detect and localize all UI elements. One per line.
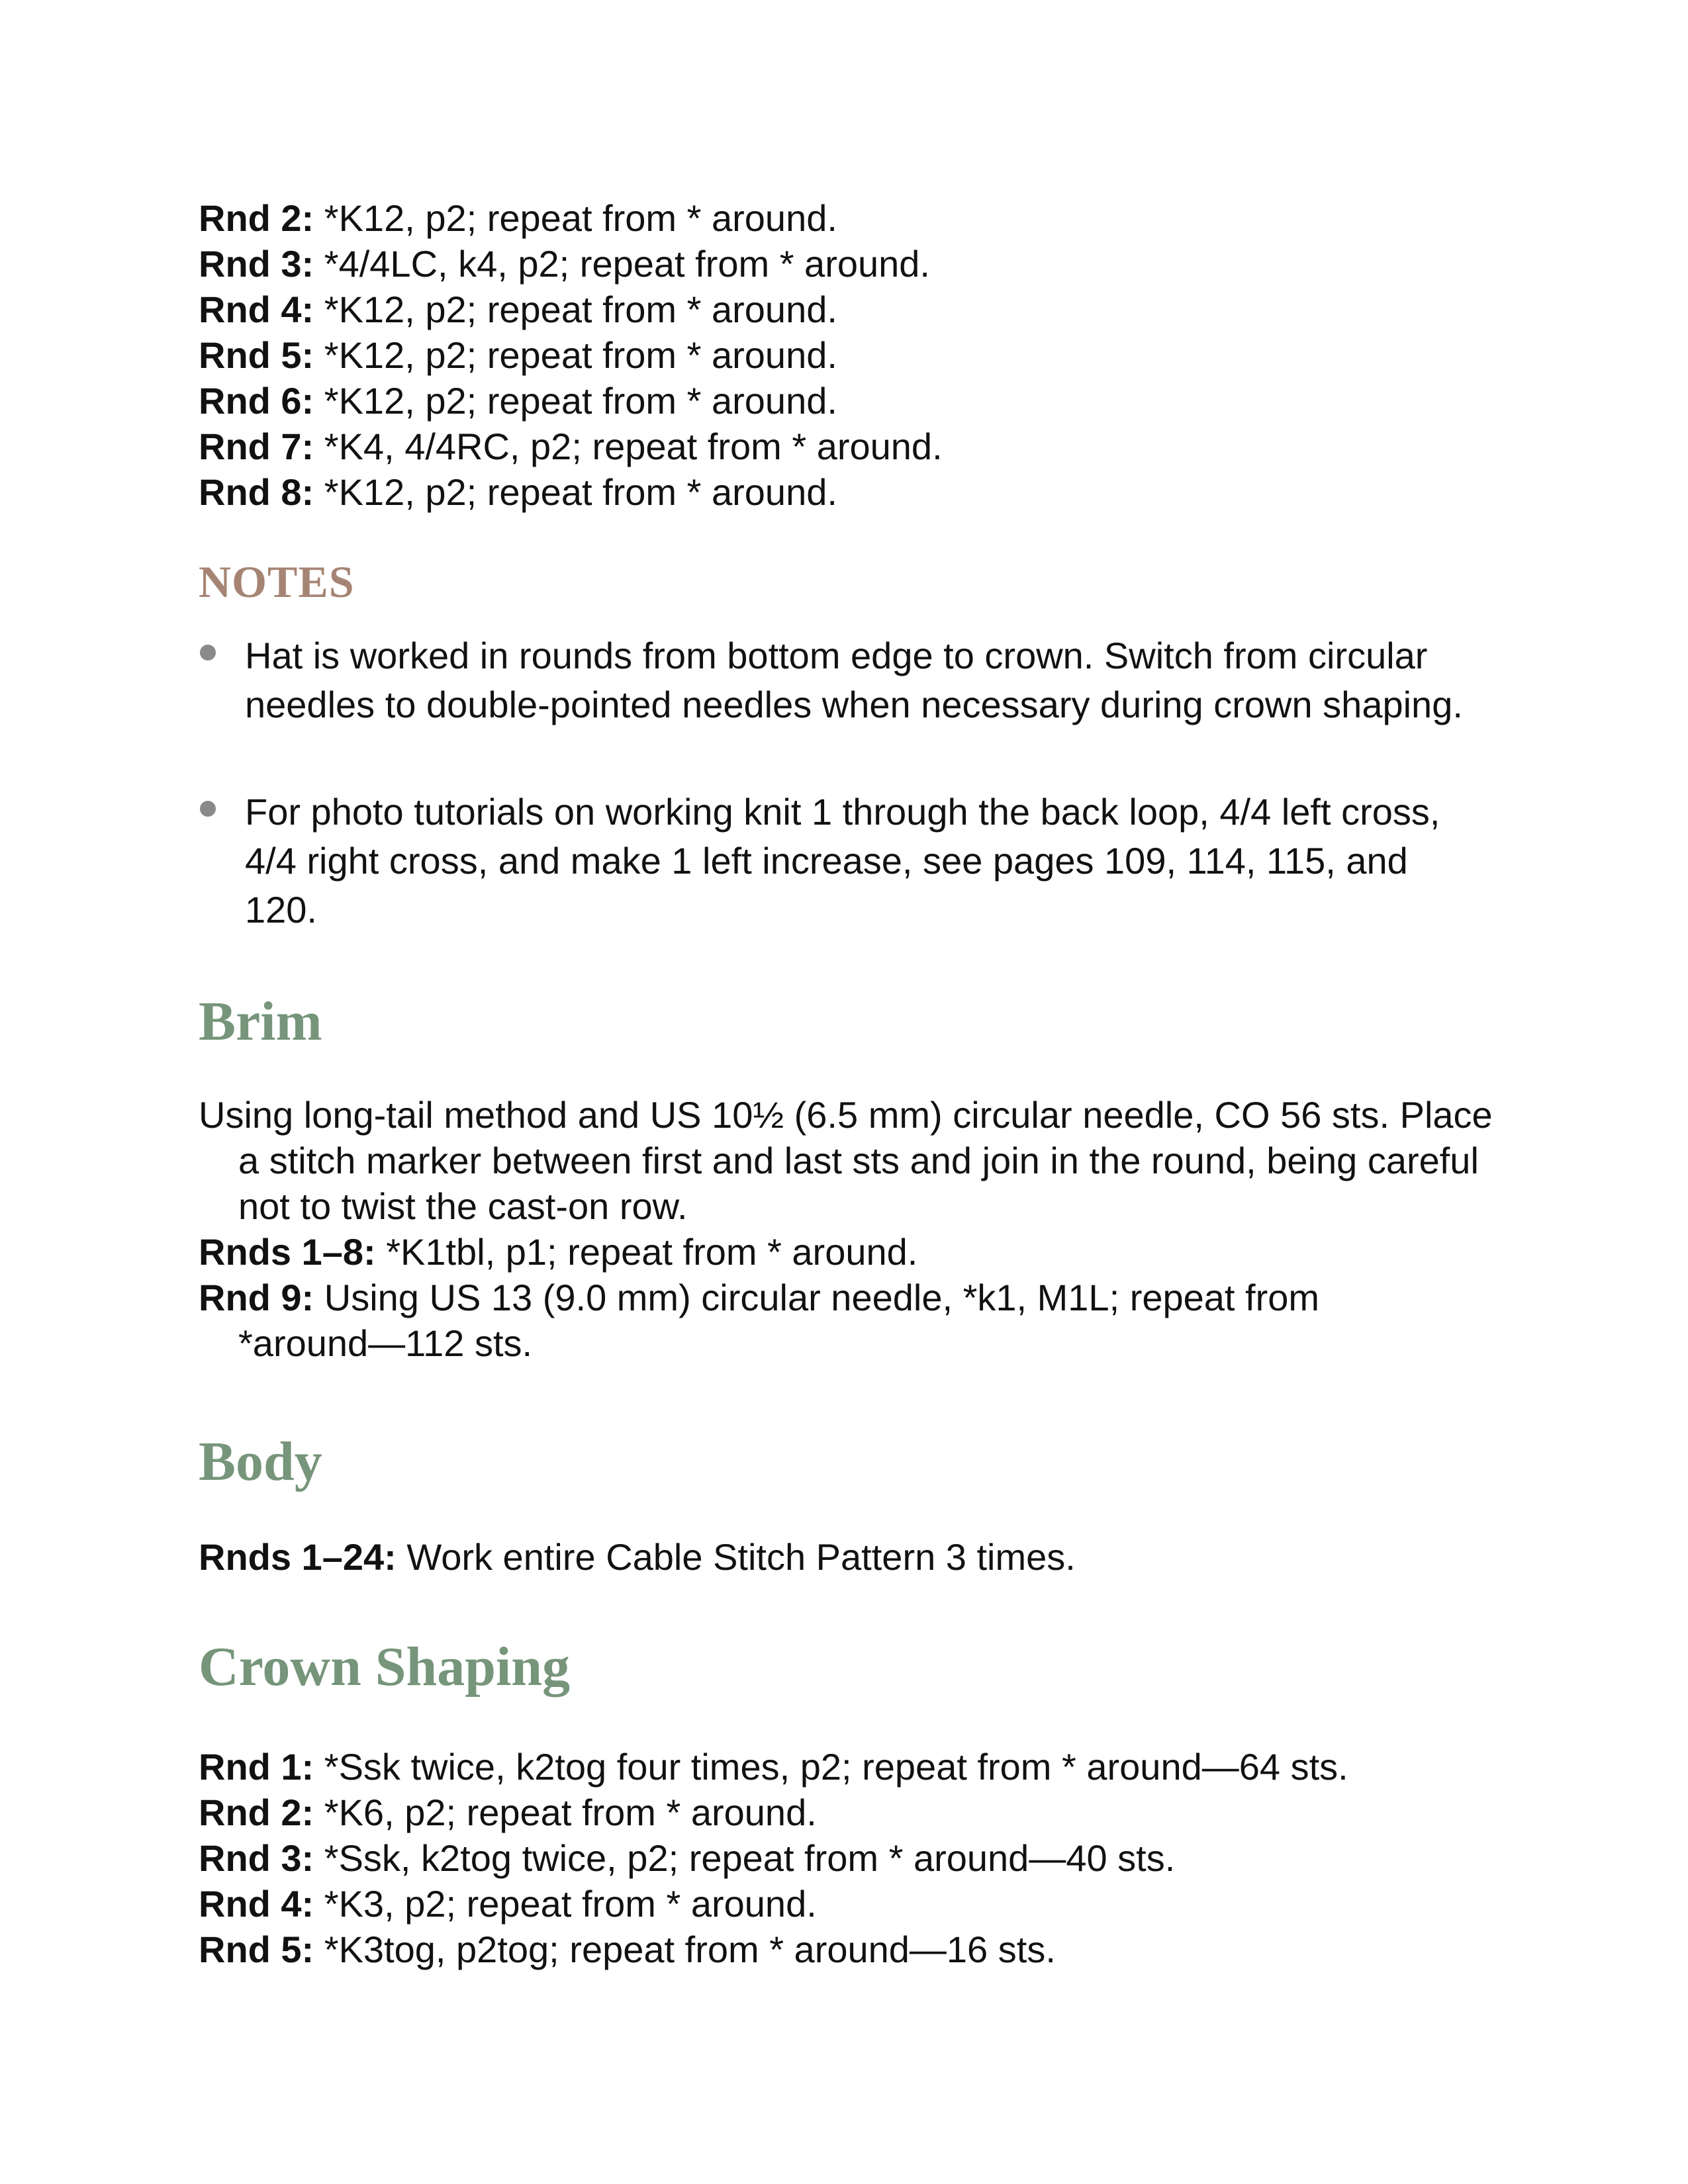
row-label: Rnd 4: xyxy=(199,289,314,330)
row-label: Rnd 3: xyxy=(199,1837,314,1879)
brim-intro: Using long-tail method and US 10½ (6.5 mm) circular needle, CO 56 sts. Place a stitch marker between first and last sts and join in the round, being careful not to twist the cast-on row. xyxy=(199,1094,1493,1227)
pattern-row xyxy=(199,1744,1348,1790)
row-text: *4/4LC, k4, p2; repeat from * around. xyxy=(324,243,930,285)
row-label: Rnds 1–24: xyxy=(199,1536,397,1578)
pattern-row xyxy=(199,378,943,424)
pattern-row xyxy=(199,241,943,287)
pattern-row xyxy=(199,195,943,241)
bullet-icon xyxy=(200,801,216,817)
pattern-row xyxy=(199,469,943,515)
pattern-row xyxy=(199,1534,1076,1580)
row-label: Rnd 6: xyxy=(199,380,314,422)
row-label: Rnd 2: xyxy=(199,1792,314,1833)
row-text: *K4, 4/4RC, p2; repeat from * around. xyxy=(324,426,943,467)
pattern-row xyxy=(199,1881,1348,1927)
brim-section xyxy=(199,1092,1496,1366)
row-text: *K12, p2; repeat from * around. xyxy=(324,471,837,513)
row-label: Rnd 8: xyxy=(199,471,314,513)
row-text: *Ssk twice, k2tog four times, p2; repeat from * around—64 sts. xyxy=(324,1746,1348,1788)
row-text: *K12, p2; repeat from * around. xyxy=(324,289,837,330)
crown-section xyxy=(199,1744,1348,1972)
pattern-row xyxy=(199,332,943,378)
row-text: *K1tbl, p1; repeat from * around. xyxy=(386,1231,918,1273)
note-text: For photo tutorials on working knit 1 through the back loop, 4/4 left cross, 4/4 right cross, and make 1 left increase, see pages 109, 114, 115, and 120. xyxy=(245,791,1440,931)
row-text: *K12, p2; repeat from * around. xyxy=(324,197,837,239)
row-text: *K12, p2; repeat from * around. xyxy=(324,380,837,422)
pattern-row xyxy=(199,424,943,469)
body-heading: Body xyxy=(199,1431,322,1492)
row-label: Rnd 7: xyxy=(199,426,314,467)
row-label: Rnds 1–8: xyxy=(199,1231,376,1273)
row-text: Using US 13 (9.0 mm) circular needle, *k1, M1L; repeat from *around—112 sts. xyxy=(238,1277,1320,1364)
row-text: *Ssk, k2tog twice, p2; repeat from * around—40 sts. xyxy=(324,1837,1176,1879)
row-text: *K12, p2; repeat from * around. xyxy=(324,334,837,376)
note-item xyxy=(199,631,1470,729)
row-text: *K3tog, p2tog; repeat from * around—16 sts. xyxy=(324,1929,1056,1970)
pattern-row xyxy=(199,1790,1348,1835)
row-label: Rnd 5: xyxy=(199,1929,314,1970)
pattern-row xyxy=(199,1927,1348,1972)
cable-pattern-list xyxy=(199,195,943,515)
row-text: *K6, p2; repeat from * around. xyxy=(324,1792,817,1833)
row-label: Rnd 1: xyxy=(199,1746,314,1788)
row-label: Rnd 4: xyxy=(199,1883,314,1925)
note-text: Hat is worked in rounds from bottom edge to crown. Switch from circular needles to double-pointed needles when necessary during crown shaping. xyxy=(245,635,1463,725)
pattern-row xyxy=(199,1835,1348,1881)
pattern-row xyxy=(199,1275,1456,1366)
row-label: Rnd 9: xyxy=(199,1277,314,1318)
bullet-icon xyxy=(200,645,216,660)
body-section xyxy=(199,1534,1076,1580)
brim-heading: Brim xyxy=(199,991,322,1052)
row-label: Rnd 2: xyxy=(199,197,314,239)
crown-heading: Crown Shaping xyxy=(199,1636,571,1698)
pattern-row xyxy=(199,1229,1496,1275)
row-label: Rnd 5: xyxy=(199,334,314,376)
row-label: Rnd 3: xyxy=(199,243,314,285)
row-text: Work entire Cable Stitch Pattern 3 times. xyxy=(406,1536,1076,1578)
pattern-row xyxy=(199,287,943,332)
notes-heading: NOTES xyxy=(199,557,355,607)
note-item xyxy=(199,788,1470,934)
row-text: *K3, p2; repeat from * around. xyxy=(324,1883,817,1925)
